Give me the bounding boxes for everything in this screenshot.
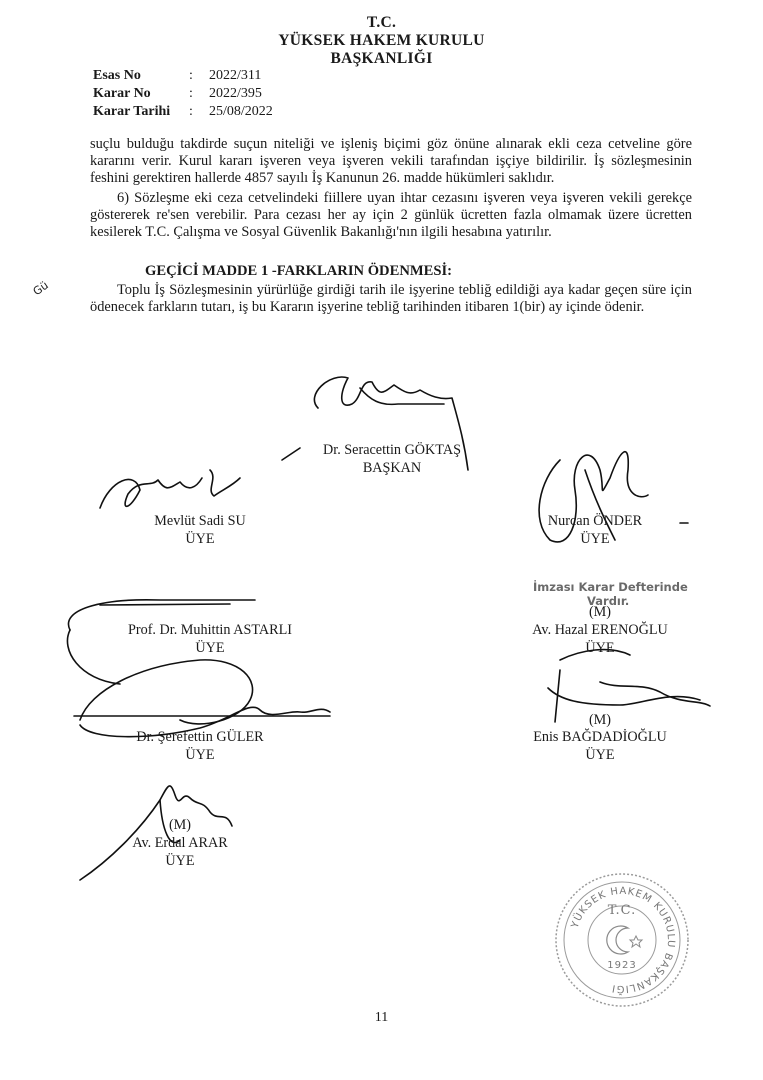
sig-arar-name: Av. Erdal ARAR xyxy=(132,835,228,851)
svg-text:1923: 1923 xyxy=(607,960,637,971)
meta-row-esas: Esas No : 2022/311 xyxy=(93,68,262,83)
meta-row-tarih: Karar Tarihi : 25/08/2022 xyxy=(93,104,273,119)
official-seal-icon xyxy=(548,870,696,1010)
meta-row-karar: Karar No : 2022/395 xyxy=(93,86,262,101)
sig-onder-role: ÜYE xyxy=(580,531,610,547)
sig-guler-role: ÜYE xyxy=(185,747,215,763)
svg-text:YÜKSEK HAKEM KURULU BAŞKANLIĞI: YÜKSEK HAKEM KURULU BAŞKANLIĞI xyxy=(569,885,677,995)
header-institution: YÜKSEK HAKEM KURULU xyxy=(278,32,485,49)
sig-erenoglu-note: İmzası Karar Defterinde xyxy=(533,580,688,594)
sig-erenoglu-note2: Vardır. xyxy=(587,594,630,608)
header-presidency: BAŞKANLIĞI xyxy=(330,50,433,67)
sig-astarli-name: Prof. Dr. Muhittin ASTARLI xyxy=(128,622,292,638)
header-tc: T.C. xyxy=(366,14,397,31)
svg-text:T.C.: T.C. xyxy=(607,903,637,918)
margin-initials: Gü xyxy=(30,278,51,299)
sig-arar-role: ÜYE xyxy=(165,853,195,869)
sig-erenoglu-mark: (M) xyxy=(588,604,612,620)
sig-astarli-role: ÜYE xyxy=(195,640,225,656)
sig-bagdadioglu-name: Enis BAĞDADİOĞLU xyxy=(533,729,667,745)
sig-erenoglu-name: Av. Hazal ERENOĞLU xyxy=(532,622,668,638)
sig-su-role: ÜYE xyxy=(185,531,215,547)
sig-bagdadioglu-mark: (M) xyxy=(588,712,612,728)
page-number: 11 xyxy=(374,1010,389,1025)
sig-su-name: Mevlüt Sadi SU xyxy=(154,513,246,529)
sig-guler-name: Dr. Şerefettin GÜLER xyxy=(136,729,264,745)
sig-arar-mark: (M) xyxy=(168,817,192,833)
paragraph-3: Toplu İş Sözleşmesinin yürürlüğe girdiği tarih ile işyerine tebliğ edildiği aya kadar geçen süre için ödenecek farkların tutarı, iş bu Kararın işyerine tebliğ tarihinden itibaren 1(bir) ay içinde ödenir. xyxy=(90,282,692,315)
sig-onder-name: Nurcan ÖNDER xyxy=(547,513,643,529)
sig-erenoglu-role: ÜYE xyxy=(585,640,615,656)
sig-bagdadioglu-role: ÜYE xyxy=(585,747,615,763)
paragraph-2: 6) Sözleşme eki ceza cetvelindeki fiillere uyan ihtar cezasını işveren veya işveren vekili gerekçe göstererek re'sen verebilir. Para cezası her ay için 2 günlük ücretten fazla olmamak üzere ücretten kesilerek T.C. Çalışma ve Sosyal Güvenlik Bakanlığı'nın ilgili hesabına yatırılır. xyxy=(90,190,692,240)
sig-president-role: BAŞKAN xyxy=(362,460,422,476)
paragraph-1: suçlu bulduğu takdirde suçun niteliği ve işleniş biçimi göz önüne alınarak ekli ceza cetveline göre kararını verir. Kurul kararı işveren veya işveren vekili tarafından işçiye bildirilir. İş sözleşmesinin feshini gerektiren hallerde 4857 sayılı İş Kanunun 26. madde hükümleri saklıdır. xyxy=(90,136,692,186)
sig-president-name: Dr. Seracettin GÖKTAŞ xyxy=(323,442,461,458)
section-heading: GEÇİCİ MADDE 1 -FARKLARIN ÖDENMESİ: xyxy=(145,263,453,279)
